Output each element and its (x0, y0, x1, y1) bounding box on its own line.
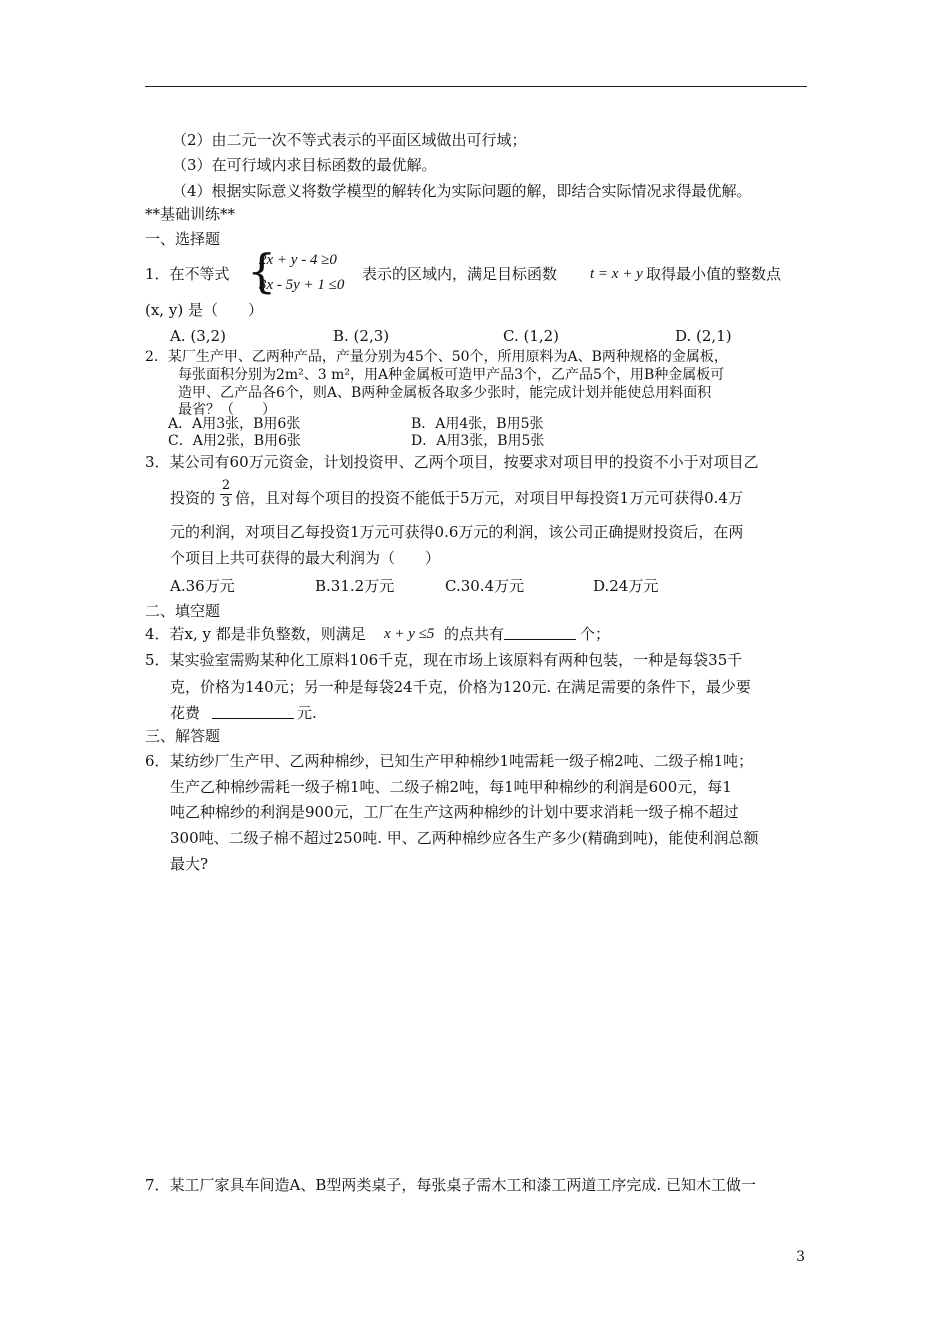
step-4: （4）根据实际意义将数学模型的解转化为实际问题的解，即结合实际情况求得最优解。 (172, 182, 752, 200)
q2-option-a: A．A用3张，B用6张 (168, 416, 301, 432)
part2-title: 二、填空题 (145, 602, 221, 620)
q1-option-a: A. (3,2) (170, 327, 226, 345)
brace-symbol: { (247, 244, 277, 298)
fraction-denominator: 3 (221, 495, 231, 510)
q6-line1: 6．某纺纱厂生产甲、乙两种棉纱，已知生产甲种棉纱1吨需耗一级子棉2吨、二级子棉1吨； (145, 752, 754, 770)
q6-line2: 生产乙种棉纱需耗一级子棉1吨、二级子棉2吨，每1吨甲种棉纱的利润是600元，每1 (170, 778, 732, 796)
q4-answer-blank (504, 623, 576, 646)
objective-function: t = x + y (590, 266, 643, 282)
q3-option-c: C.30.4万元 (445, 577, 525, 595)
q6-line5: 最大? (170, 855, 209, 873)
q6-line4: 300吨、二级子棉不超过250吨. 甲、乙两种棉纱应各生产多少(精确到吨)，能使利润总额 (170, 829, 759, 847)
q2-line3: 造甲、乙产品各6个，则A、B两种金属板各取多少张时，能完成计划并能使总用料面积 (178, 385, 712, 401)
q4-prefix: 4．若x, y 都是非负整数，则满足 (145, 625, 366, 643)
q3-line2-b: 倍，且对每个项目的投资不能低于5万元，对项目甲每投资1万元可获得0.4万 (235, 489, 743, 507)
q1-middle: 表示的区域内，满足目标函数 (362, 265, 558, 283)
q2-option-d: D．A用3张，B用5张 (411, 433, 545, 449)
q3-line1: 3．某公司有60万元资金，计划投资甲、乙两个项目，按要求对项目甲的投资不小于对项目乙 (145, 453, 759, 471)
step-3: （3）在可行域内求目标函数的最优解。 (172, 156, 437, 174)
q6-line3: 吨乙种棉纱的利润是900元，工厂在生产这两种棉纱的计划中要求消耗一级子棉不超过 (170, 803, 739, 821)
section-heading: **基础训练** (145, 205, 236, 223)
q3-option-a: A.36万元 (170, 577, 235, 595)
header-rule (145, 86, 807, 87)
q2-option-c: C．A用2张，B用6张 (168, 433, 301, 449)
q5-line2: 克，价格为140元；另一种是每袋24千克，价格为120元. 在满足需要的条件下，最少要 (170, 678, 751, 696)
q5-line3-suffix: 元. (297, 704, 317, 722)
q5-answer-blank (212, 702, 294, 725)
q3-option-b: B.31.2万元 (315, 577, 395, 595)
q2-option-b: B．A用4张，B用5张 (411, 416, 544, 432)
q3-line3: 元的利润，对项目乙每投资1万元可获得0.6万元的利润，该公司正确提财投资后，在两 (170, 523, 744, 541)
q1-option-d: D. (2,1) (675, 327, 732, 345)
inequality-system (247, 244, 365, 300)
q1-prefix: 1．在不等式 (145, 265, 230, 283)
fraction-numerator: 2 (221, 478, 231, 493)
inequality-2: 3x - 5y + 1 ≤0 (259, 277, 345, 293)
q4-condition: x + y ≤5 (384, 626, 435, 642)
q5-line1: 5．某实验室需购某种化工原料106千克，现在市场上该原料有两种包装，一种是每袋35千 (145, 651, 743, 669)
q1-option-b: B. (2,3) (333, 327, 390, 345)
step-2: （2）由二元一次不等式表示的平面区域做出可行域； (172, 131, 527, 149)
q3-line4: 个项目上共可获得的最大利润为（ ） (170, 549, 441, 567)
page-number: 3 (796, 1249, 805, 1265)
q4-suffix: 个； (580, 625, 611, 643)
part1-title: 一、选择题 (145, 230, 221, 248)
q1-line2: (x, y) 是（ ） (145, 301, 263, 319)
q2-line2: 每张面积分别为2m²、3 m²，用A种金属板可造甲产品3个，乙产品5个，用B种金属板可 (178, 367, 725, 383)
inequality-1: 2x + y - 4 ≥0 (259, 252, 337, 268)
q1-suffix: 取得最小值的整数点 (646, 265, 782, 283)
q3-option-d: D.24万元 (593, 577, 659, 595)
q4-middle: 的点共有 (444, 625, 505, 643)
q3-line2-a: 投资的 (170, 489, 216, 507)
q2-line1: 2．某厂生产甲、乙两种产品，产量分别为45个、50个，所用原料为A、B两种规格的金属板， (145, 349, 728, 365)
part3-title: 三、解答题 (145, 727, 221, 745)
fraction-two-thirds (220, 479, 232, 510)
q1-option-c: C. (1,2) (503, 327, 560, 345)
q5-line3-prefix: 花费 (170, 704, 201, 722)
q7-line1: 7．某工厂家具车间造A、B型两类桌子，每张桌子需木工和漆工两道工序完成. 已知木工做一 (145, 1176, 756, 1194)
q2-line4: 最省？（ ） (178, 402, 276, 418)
